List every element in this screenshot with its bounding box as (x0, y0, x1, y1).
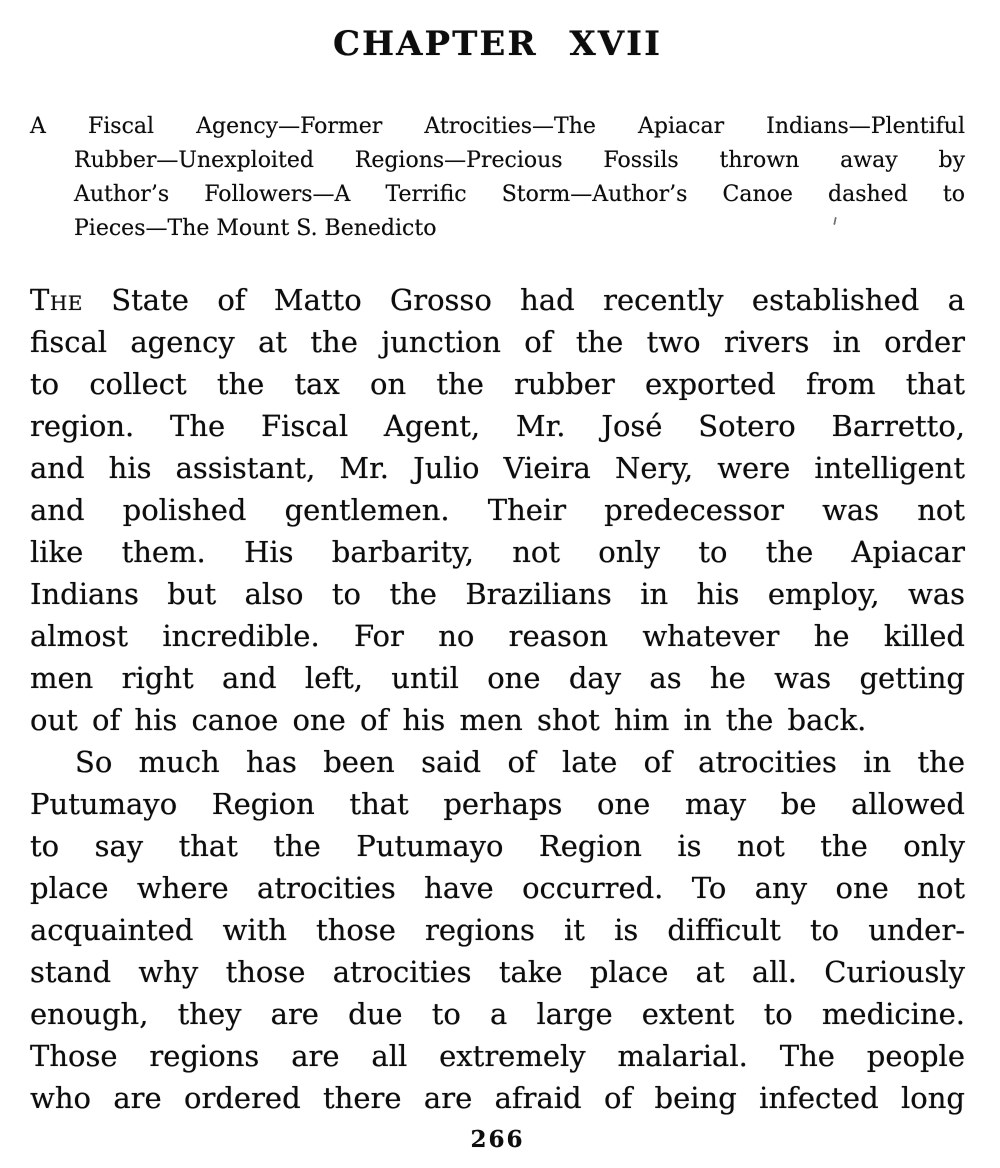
text-line: stand why those atrocities take place at all. Curiously (30, 955, 965, 989)
paragraph (30, 279, 965, 741)
summary-line: Rubber—Unexploited Regions—Precious Fossils thrown away by (74, 148, 965, 173)
text-line: almost incredible. For no reason whatever he killed (30, 619, 965, 653)
page-body (30, 279, 965, 1119)
text-line: place where atrocities have occurred. To any one not (30, 871, 965, 905)
summary-line: Author’s Followers—A Terrific Storm—Author’s Canoe dashed to (74, 182, 965, 207)
text-line: to collect the tax on the rubber exported from that (30, 367, 965, 401)
text-line: and his assistant, Mr. Julio Vieira Nery, were intelligent (30, 451, 965, 485)
text-line: Putumayo Region that perhaps one may be allowed (30, 787, 965, 821)
summary-line: Pieces—The Mount S. Benedicto (74, 216, 437, 241)
page-number: 266 (470, 1126, 525, 1153)
text-line: So much has been said of late of atrocities in the (75, 745, 965, 779)
text-line: enough, they are due to a large extent to medicine. (30, 997, 965, 1031)
text-line: Indians but also to the Brazilians in his employ, was (30, 577, 965, 611)
text-line: out of his canoe one of his men shot him in the back. (30, 703, 867, 737)
chapter-title: CHAPTER XVII (332, 24, 662, 64)
smallcaps-lead: The (30, 283, 83, 317)
text-line: Those regions are all extremely malarial. The people (30, 1039, 965, 1073)
paragraph (30, 741, 965, 1119)
text-line: who are ordered there are afraid of being infected long (30, 1081, 965, 1115)
text-line: acquainted with those regions it is difficult to under- (30, 913, 965, 947)
summary-line: A Fiscal Agency—Former Atrocities—The Apiacar Indians—Plentiful (30, 114, 965, 139)
text-line: and polished gentlemen. Their predecessor was not (30, 493, 965, 527)
text-line: to say that the Putumayo Region is not the only (30, 829, 965, 863)
text-line: like them. His barbarity, not only to the Apiacar (30, 535, 965, 569)
text-line: fiscal agency at the junction of the two rivers in order (30, 325, 965, 359)
text-line: The State of Matto Grosso had recently established a (30, 283, 965, 317)
chapter-summary (30, 110, 965, 246)
text-line: region. The Fiscal Agent, Mr. José Sotero Barretto, (30, 409, 965, 443)
text-line: men right and left, until one day as he was getting (30, 661, 965, 695)
